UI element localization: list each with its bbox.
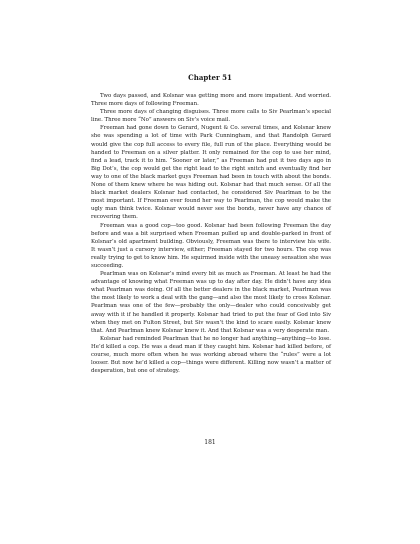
paragraph: Freeman had gone down to Gerard, Nugent & Co. several times, and Kolsnar knew she was spending a lot of time with Park Cunningham, and that Randolph Gerard would give the cop full access to every file, full run of the place. Everything would be handed to Freeman on a silver platter. It only remained for the cop to use her mind, find a lead, track it to him. “Sooner or later,” as Freeman had put it two days ago in Big Dot’s, the cop would get the right lead to the right snitch and eventually find her way to one of the black market guys Freeman had been in touch with about the bonds. None of them knew where he was hiding out. Kolsnar had that much sense. Of all the black market dealers Kolsnar had contacted, he considered Siv Pearlman to be the most important. If Freeman ever found her way to Pearlman, the cop would make the ugly man think twice. Kolsnar would never see the bonds, never have any chance of recovering them.: [91, 125, 331, 221]
chapter-heading: Chapter 51: [188, 73, 232, 82]
paragraph: Freeman was a good cop—too good. Kolsnar had been following Freeman the day before and was a bit surprised when Freeman pulled up and double-parked in front of Kolsnar’s old apartment building. Obviously, Freeman was there to interview his wife. It wasn’t just a cursory interview, either; Freeman stayed for two hours. The cop was really trying to get to know him. He squirmed inside with the uneasy sensation she was succeeding.: [91, 222, 331, 269]
paragraph: Pearlman was on Kolsnar’s mind every bit as much as Freeman. At least he had the advantage of knowing what Freeman was up to day after day. He didn’t have any idea what Pearlman was doing. Of all the better dealers in the black market, Pearlman was the most likely to work a deal with the gang—and also the most likely to cross Kolsnar. Pearlman was one of the few—probably the only—dealer who could conceivably get away with it if he handled it properly. Kolsnar had tried to put the fear of God into Siv when they met on Fulton Street, but Siv wasn’t the kind to scare easily. Kolsnar knew that. And Pearlman knew Kolsnar knew it. And that Kolsnar was a very desperate man.: [91, 271, 331, 334]
page-number: 181: [204, 439, 216, 446]
paragraph: Kolsnar had reminded Pearlman that he no longer had anything—anything—to lose. He’d killed a cop. He was a dead man if they caught him. Kolsnar had killed before, of course, much more often when he was working abroad where the “rules” were a lot looser. But now he’d killed a cop—things were different. Killing now wasn’t a matter of desperation, but one of strategy.: [91, 335, 331, 375]
chapter-body: [91, 92, 331, 375]
paragraph: Three more days of changing disguises. Three more calls to Siv Pearlman’s special line. Three more “No” answers on Siv’s voice mail.: [91, 109, 331, 124]
paragraph: Two days passed, and Kolsnar was getting more and more impatient. And worried. Three more days of following Freeman.: [91, 93, 331, 108]
